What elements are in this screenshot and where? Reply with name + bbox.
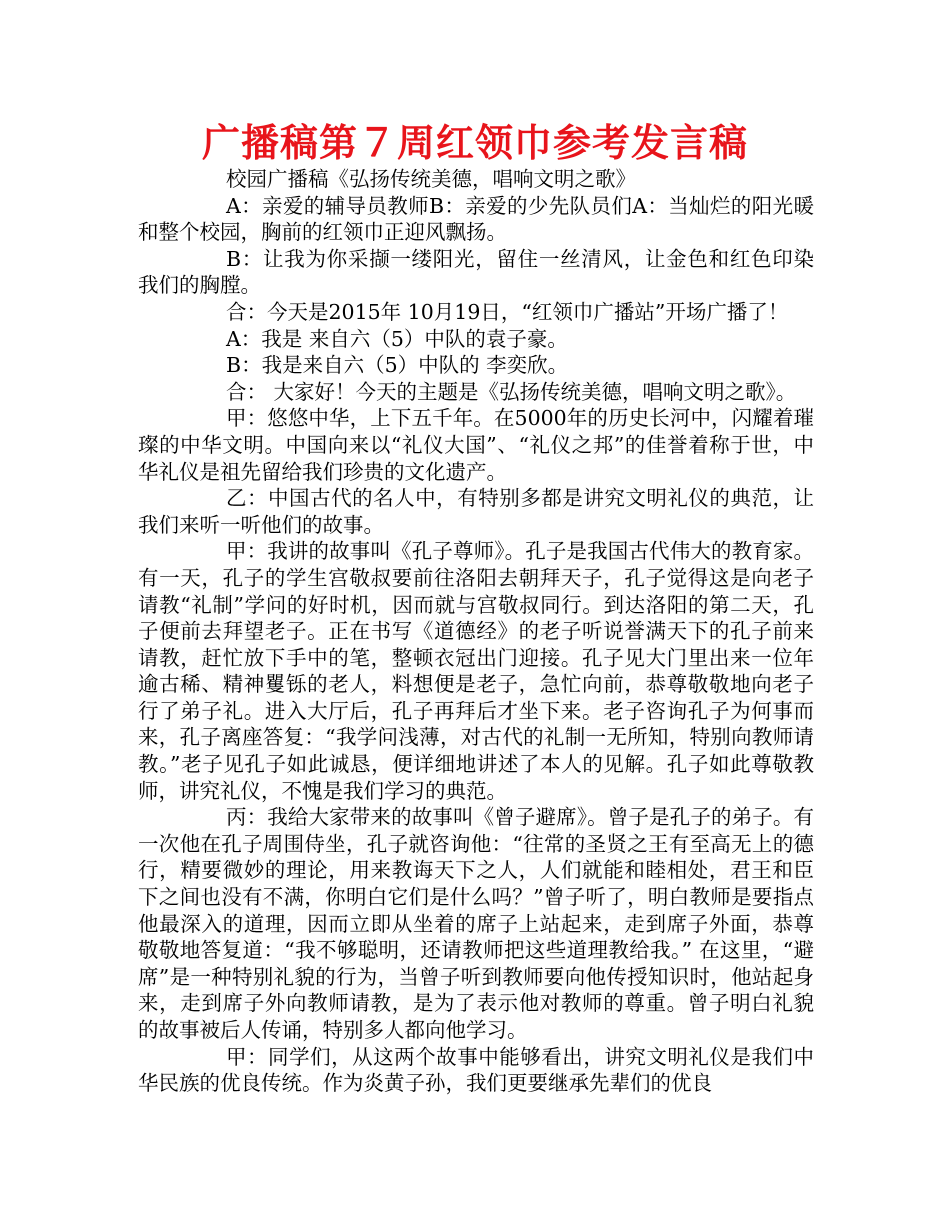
document-title: 广播稿第７周红领巾参考发言稿: [201, 121, 748, 165]
paragraph: B：让我为你采撷一缕阳光，留住一丝清风，让金色和红色印染我们的胸膛。: [138, 246, 814, 298]
paragraph: 甲：同学们，从这两个故事中能够看出，讲究文明礼仪是我们中华民族的优良传统。作为炎黄子孙，我们更要继承先辈们的优良: [138, 1044, 814, 1096]
paragraph: A：我是 来自六（5）中队的袁子豪。: [226, 326, 568, 351]
paragraph: 合： 大家好！今天的主题是《弘扬传统美德，唱响文明之歌》。: [226, 379, 797, 404]
paragraph: B：我是来自六（5）中队的 李奕欣。: [226, 353, 569, 378]
paragraph: 校园广播稿《弘扬传统美德，唱响文明之歌》: [226, 167, 636, 191]
paragraph: A：亲爱的辅导员教师B：亲爱的少先队员们A：当灿烂的阳光暖和整个校园，胸前的红领巾正迎风飘扬。: [138, 193, 814, 245]
document-body: [138, 166, 814, 1097]
paragraph: 合：今天是2015年 10月19日，“红领巾广播站”开场广播了！: [226, 299, 789, 324]
paragraph: 丙：我给大家带来的故事叫《曾子避席》。曾子是孔子的弟子。有一次他在孔子周围侍坐，孔子就咨询他：“往常的圣贤之王有至高无上的德行，精要微妙的理论，用来教诲天下之人，人们就能和睦相处，君王和臣下之间也没有不满，你明白它们是什么吗？”曾子听了，明白教师是要指点他最深入的道理，因而立即从坐着的席子上站起来，走到席子外面，恭尊敬敬地答复道：“我不够聪明，还请教师把这些道理教给我。” 在这里，“避席”是一种特别礼貌的行为，当曾子听到教师要向他传授知识时，他站起身来，走到席子外向教师请教，是为了表示他对教师的尊重。曾子明白礼貌的故事被后人传诵，特别多人都向他学习。: [138, 805, 814, 1042]
paragraph: 甲：我讲的故事叫《孔子尊师》。孔子是我国古代伟大的教育家。有一天，孔子的学生宫敬叔要前往洛阳去朝拜天子，孔子觉得这是向老子请教“礼制”学问的好时机，因而就与宫敬叔同行。到达洛阳的第二天，孔子便前去拜望老子。正在书写《道德经》的老子听说誉满天下的孔子前来请教，赶忙放下手中的笔，整顿衣冠出门迎接。孔子见大门里出来一位年逾古稀、精神矍铄的老人，料想便是老子，急忙向前，恭尊敬敬地向老子行了弟子礼。进入大厅后，孔子再拜后才坐下来。老子咨询孔子为何事而来，孔子离座答复：“我学问浅薄，对古代的礼制一无所知，特别向教师请教。”老子见孔子如此诚恳，便详细地讲述了本人的见解。孔子如此尊敬教师，讲究礼仪，不愧是我们学习的典范。: [138, 539, 814, 803]
paragraph: 甲：悠悠中华，上下五千年。在5000年的历史长河中，闪耀着璀璨的中华文明。中国向来以“礼仪大国”、“礼仪之邦”的佳誉着称于世，中华礼仪是祖先留给我们珍贵的文化遗产。: [138, 406, 814, 484]
paragraph: 乙：中国古代的名人中，有特别多都是讲究文明礼仪的典范，让我们来听一听他们的故事。: [138, 486, 814, 537]
